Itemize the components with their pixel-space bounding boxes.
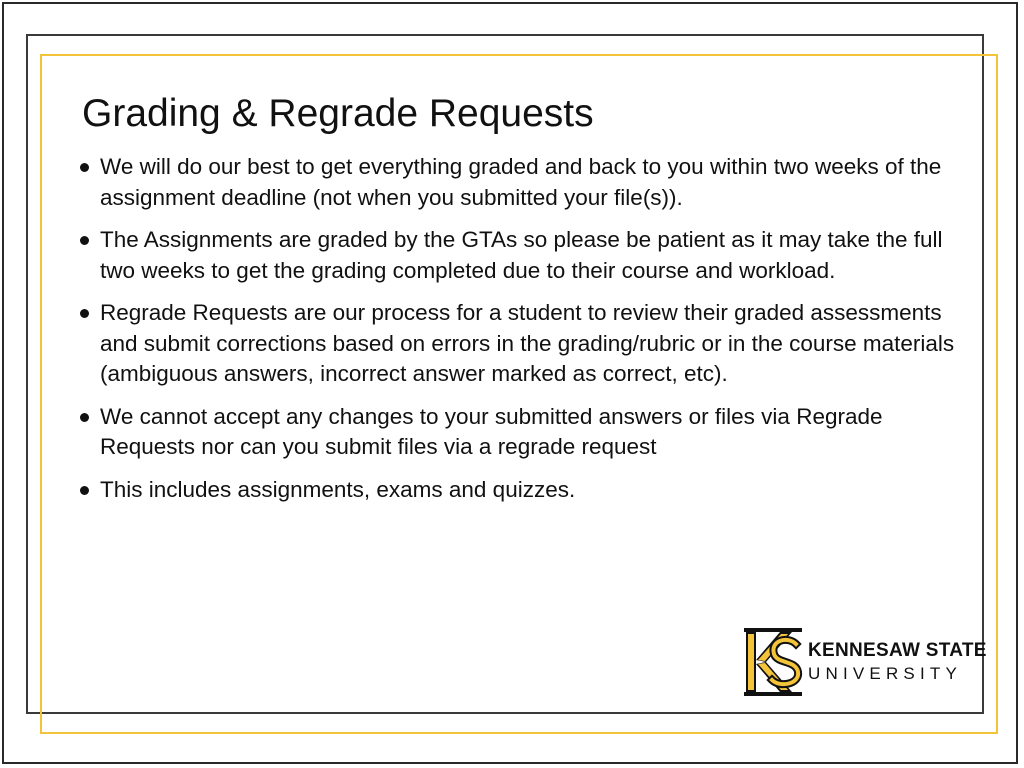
bullet-dot-icon	[80, 163, 89, 172]
logo-text-line1: KENNESAW STATE	[808, 640, 987, 661]
ksu-logo-icon	[744, 626, 804, 698]
bullet-list	[80, 152, 960, 517]
bullet-dot-icon	[80, 413, 89, 422]
bullet-dot-icon	[80, 486, 89, 495]
bullet-item	[80, 152, 960, 213]
bullet-dot-icon	[80, 309, 89, 318]
slide-title: Grading & Regrade Requests	[82, 92, 594, 135]
bullet-item	[80, 402, 960, 463]
bullet-item	[80, 225, 960, 286]
bullet-item	[80, 298, 960, 390]
bullet-text: This includes assignments, exams and quizzes.	[100, 476, 576, 502]
bullet-dot-icon	[80, 236, 89, 245]
bullet-text: We cannot accept any changes to your submitted answers or files via Regrade Requests nor can you submit files via a regrade request	[100, 403, 883, 459]
ksu-logo	[744, 626, 987, 698]
bullet-text: We will do our best to get everything graded and back to you within two weeks of the assignment deadline (not when you submitted your file(s)).	[100, 154, 942, 210]
bullet-text: The Assignments are graded by the GTAs so please be patient as it may take the full two weeks to get the grading completed due to their course and workload.	[100, 227, 943, 283]
logo-text-line2: UNIVERSITY	[808, 664, 963, 683]
bullet-item	[80, 475, 960, 506]
bullet-text: Regrade Requests are our process for a student to review their graded assessments and submit corrections based on errors in the grading/rubric or in the course materials (ambiguous answers, incorrect answer marked as correct, etc).	[100, 300, 955, 386]
